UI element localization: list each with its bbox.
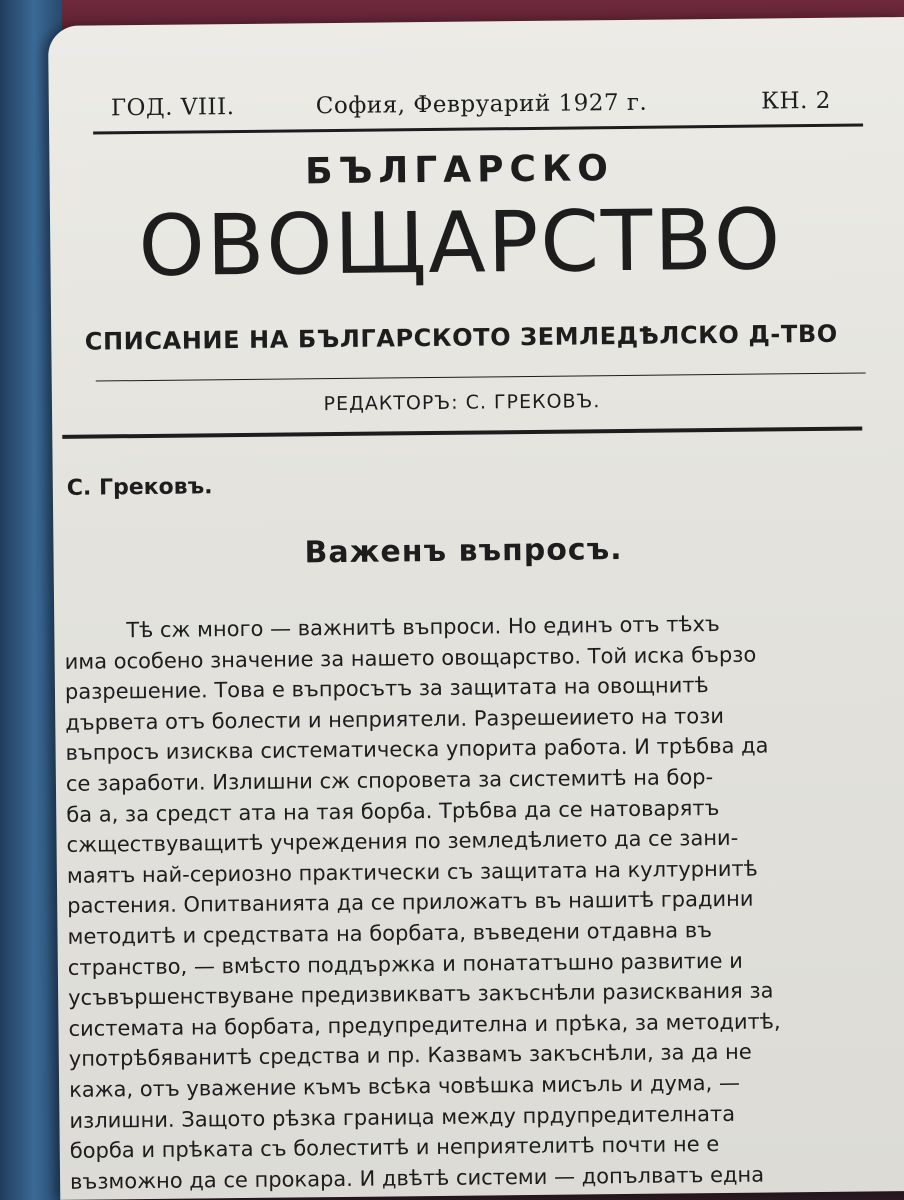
body-line: възможно да се прокара. И двѣтѣ системи — допълватъ една [69, 1162, 765, 1194]
article-title: Важенъ въпросъ. [304, 532, 623, 571]
masthead-bottom-rule [62, 426, 862, 438]
journal-page [48, 17, 904, 1200]
body-line: системата на борбата, предупредителна и прѣка, за методитѣ, [68, 1009, 781, 1041]
article-author: С. Грековъ. [66, 474, 213, 501]
body-line: растения. Опитванията да се приложатъ въ нашитѣ градини [67, 887, 754, 919]
issue-year: ГОД. VIII. [110, 94, 235, 122]
body-line: борба и прѣката съ болеститѣ и неприятелитѣ почти не е [69, 1132, 720, 1163]
body-line: странство, — вмѣсто поддържка и понататъшно развитие и [67, 948, 743, 980]
body-line: разрешение. Това е въпросътъ за защитата на овощнитѣ [64, 673, 709, 705]
body-line: излишни. Защото рѣзка граница между прдупредителната [69, 1101, 736, 1133]
body-line: сжществуващитѣ учреждения по земледѣлието да се зани- [66, 825, 739, 858]
issue-book-number: КН. 2 [761, 87, 831, 115]
masthead-subtitle: СПИСАНИЕ НА БЪЛГАРСКОТО ЗЕМЛЕДѢЛСКО Д-ТВО [84, 319, 838, 356]
issue-line [111, 88, 831, 130]
masthead-rule [96, 372, 866, 381]
editor-line: РЕДАКТОРЪ: С. ГРЕКОВЪ. [323, 390, 601, 416]
issue-place-date: София, Февруарий 1927 г. [315, 89, 648, 120]
body-line: употрѣбяванитѣ средства и пр. Казвамъ закъснѣли, за да не [68, 1039, 752, 1072]
body-line: Тѣ сж много — важнитѣ въпроси. Но единъ отъ тѣхъ [126, 611, 720, 643]
body-line: маятъ най-сериозно практически съ защитата на културнитѣ [66, 856, 758, 888]
article-body [64, 607, 870, 1197]
body-line: кажа, отъ уважение къмъ всѣка човѣшка мисъль и дума, — [69, 1070, 741, 1102]
masthead-supertitle: БЪЛГАРСКО [304, 148, 615, 193]
body-line: усъвършенствуване предизвикватъ закъснѣли разисквания за [68, 978, 774, 1010]
body-line: дървета отъ болести и неприятели. Разрешеиието на този [65, 703, 725, 735]
masthead-title: ОВОЩАРСТВО [138, 190, 783, 296]
body-line: се заработи. Излишни сж споровета за системитѣ на бор- [65, 765, 714, 796]
body-line: има особено значение за нашето овощарство. Той иска бързо [64, 642, 757, 674]
body-line: ба а, за средст ата на тая борба. Трѣбва да се натоварятъ [66, 795, 720, 827]
body-line: методитѣ и средствата на борбата, въведени отдавна въ [67, 918, 713, 949]
body-line: въпросъ изисква систематическа упорита работа. И трѣбва да [65, 733, 769, 766]
